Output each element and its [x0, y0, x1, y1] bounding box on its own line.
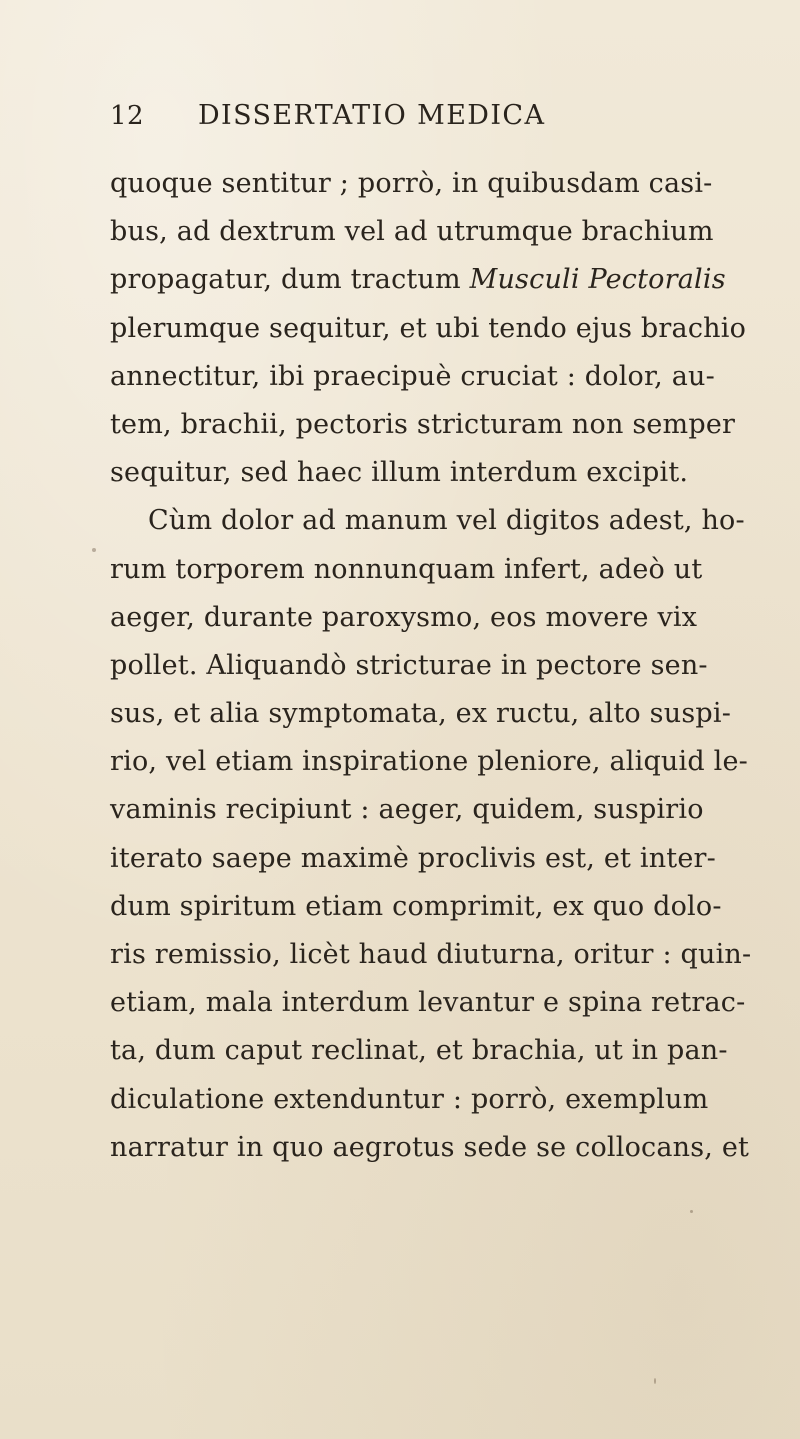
text-line: aeger, durante paroxysmo, eos movere vix [110, 601, 698, 633]
running-head: DISSERTATIO MEDICA [198, 100, 546, 131]
text-line: ta, dum caput reclinat, et brachia, ut in pan- [110, 1035, 728, 1067]
text-line: sus, et alia symptomata, ex ructu, alto suspi- [110, 698, 732, 730]
italic-term: Musculi Pectoralis [469, 264, 726, 296]
text-line: diculatione extenduntur : porrò, exemplum [110, 1083, 709, 1115]
text-line-start: propagatur, dum tractum [110, 264, 470, 296]
text-line: annectitur, ibi praecipuè cruciat : dolor, au- [110, 360, 715, 392]
paper-speck [654, 1378, 656, 1384]
text-line: Cùm dolor ad manum vel digitos adest, ho- [148, 505, 745, 537]
text-line: tem, brachii, pectoris stricturam non semper [110, 408, 736, 440]
text-line: sequitur, sed haec illum interdum excipit. [110, 457, 689, 489]
paper-speck [690, 1210, 693, 1213]
text-line [110, 256, 790, 304]
text-line: bus, ad dextrum vel ad utrumque brachium [110, 216, 714, 248]
paper-speck [92, 548, 96, 552]
text-line: vaminis recipiunt : aeger, quidem, suspirio [110, 794, 704, 826]
text-line: iterato saepe maximè proclivis est, et inter- [110, 842, 716, 874]
text-line: plerumque sequitur, et ubi tendo ejus brachio [110, 312, 747, 344]
text-line: dum spiritum etiam comprimit, ex quo dolo- [110, 890, 722, 922]
text-line: rio, vel etiam inspiratione pleniore, aliquid le- [110, 746, 748, 778]
text-line: quoque sentitur ; porrò, in quibusdam casi- [110, 168, 713, 199]
text-line: ris remissio, licèt haud diuturna, oritur : quin- [110, 939, 752, 970]
page-number: 12 [110, 101, 145, 131]
text-line: narratur in quo aegrotus sede se collocans, et [110, 1131, 750, 1163]
text-line: pollet. Aliquandò stricturae in pectore sen- [110, 649, 708, 681]
page-header [110, 96, 670, 136]
text-line: rum torporem nonnunquam infert, adeò ut [110, 553, 703, 585]
body-text [110, 160, 790, 1172]
text-line: etiam, mala interdum levantur e spina retrac- [110, 987, 746, 1019]
